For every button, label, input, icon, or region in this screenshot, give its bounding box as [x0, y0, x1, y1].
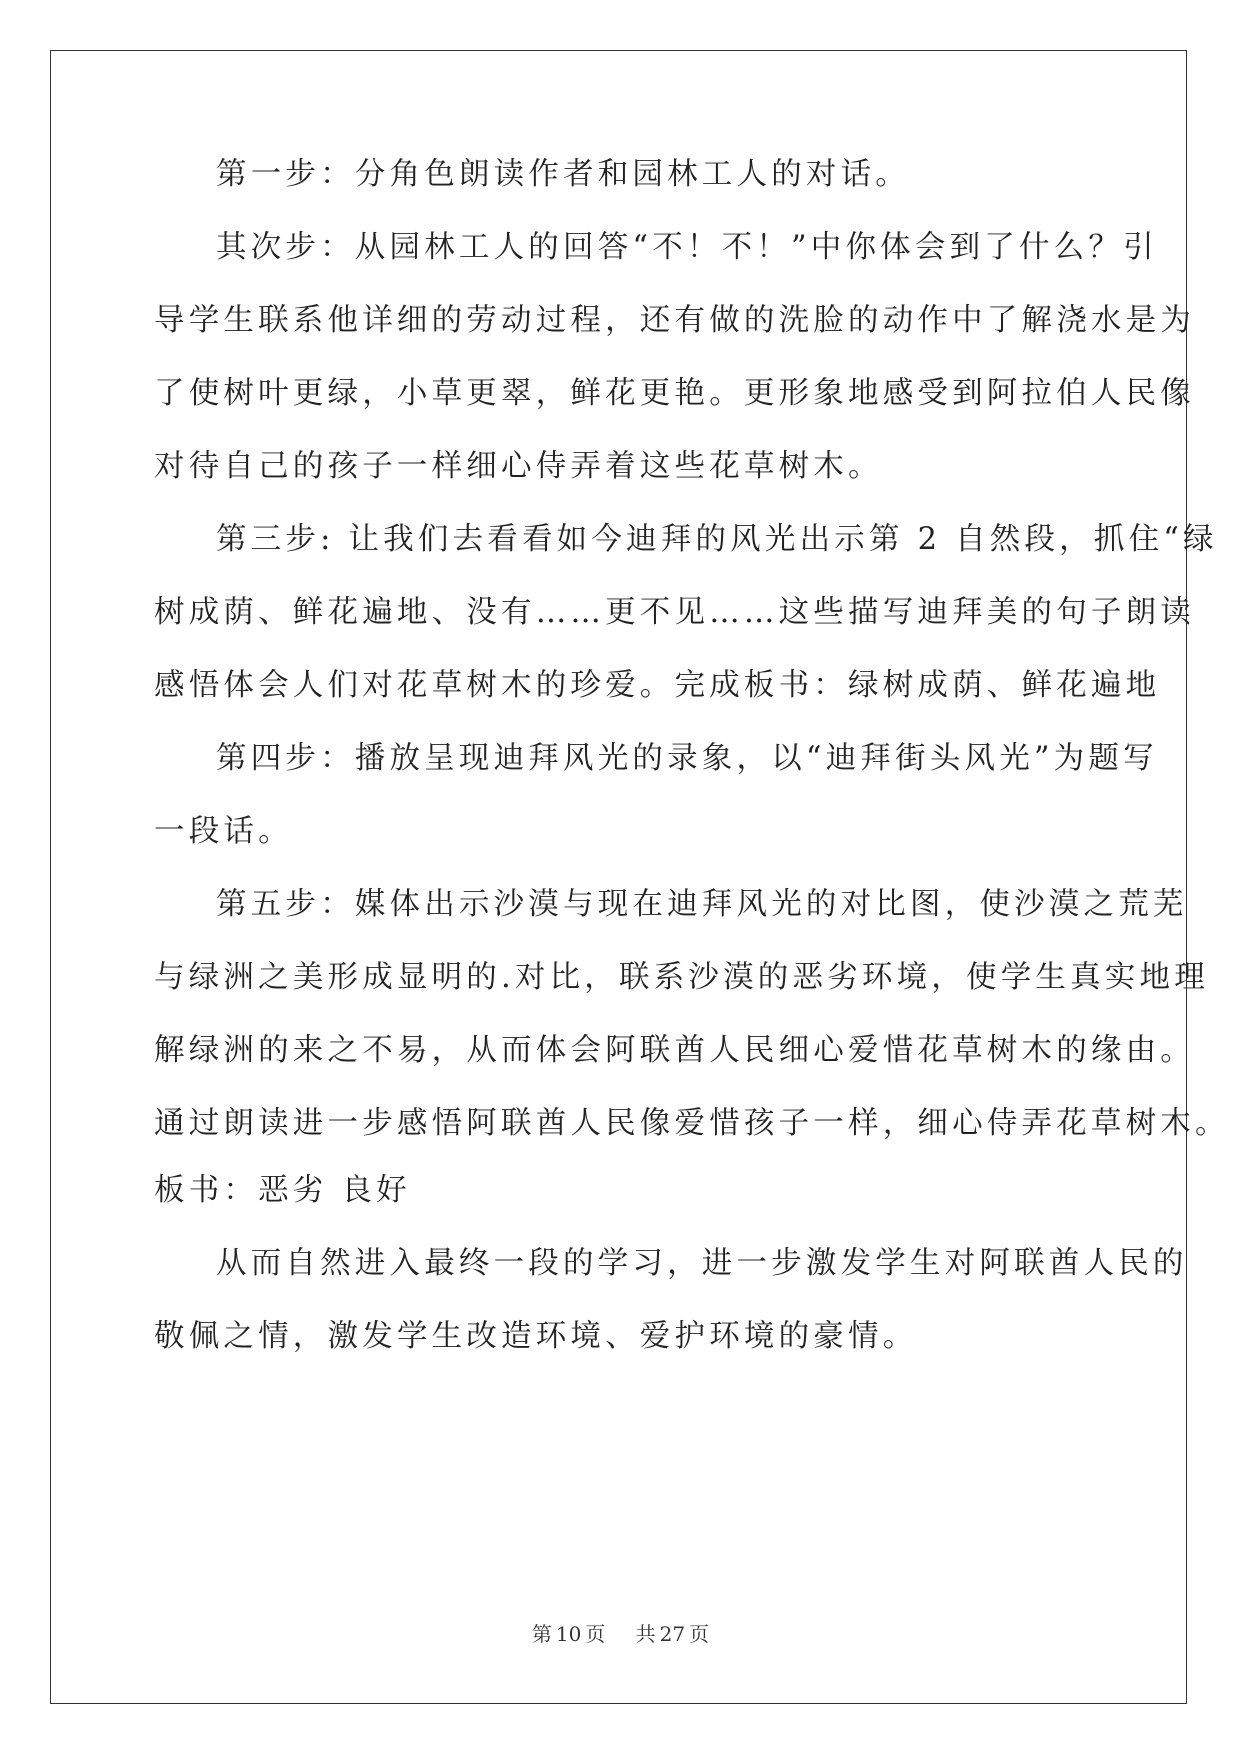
page-border	[50, 50, 1187, 1704]
total-label-suffix: 页	[689, 1622, 710, 1646]
paragraph-line: 了使树叶更绿，小草更翠，鲜花更艳。更形象地感受到阿拉伯人民像	[154, 376, 1195, 411]
paragraph-line: 解绿洲的来之不易，从而体会阿联酋人民细心爱惜花草树木的缘由。	[154, 1033, 1195, 1068]
page-label-suffix: 页	[585, 1622, 606, 1646]
page-label-prefix: 第	[531, 1622, 552, 1646]
page-number: 10	[555, 1622, 582, 1646]
total-label-prefix: 共	[635, 1622, 656, 1646]
paragraph-line: 感悟体会人们对花草树木的珍爱。完成板书：绿树成荫、鲜花遍地	[154, 668, 1161, 703]
total-pages: 27	[659, 1622, 686, 1646]
paragraph-line: 第一步：分角色朗读作者和园林工人的对话。	[216, 157, 910, 192]
paragraph-line: 一段话。	[154, 814, 293, 849]
paragraph-line: 板书：恶劣 良好	[154, 1173, 411, 1208]
paragraph-line: 树成荫、鲜花遍地、没有……更不见……这些描写迪拜美的句子朗读	[154, 595, 1195, 630]
paragraph-line: 第三步: 让我们去看看如今迪拜的风光出示第 2 自然段，抓住“绿	[216, 522, 1218, 557]
paragraph-line: 其次步：从园林工人的回答“不！不！”中你体会到了什么？引	[216, 230, 1158, 265]
paragraph-line: 从而自然进入最终一段的学习，进一步激发学生对阿联酋人民的	[216, 1246, 1188, 1281]
paragraph-line: 导学生联系他详细的劳动过程，还有做的洗脸的动作中了解浇水是为	[154, 303, 1195, 338]
paragraph-line: 第四步：播放呈现迪拜风光的录象，以“迪拜街头风光”为题写	[216, 741, 1158, 776]
page-footer	[0, 1618, 1241, 1647]
paragraph-line: 对待自己的孩子一样细心侍弄着这些花草树木。	[154, 449, 883, 484]
paragraph-line: 敬佩之情，激发学生改造环境、爱护环境的豪情。	[154, 1319, 918, 1354]
paragraph-line: 与绿洲之美形成显明的.对比，联系沙漠的恶劣环境，使学生真实地理	[154, 960, 1209, 995]
paragraph-line: 第五步：媒体出示沙漠与现在迪拜风光的对比图，使沙漠之荒芜	[216, 887, 1188, 922]
paragraph-line: 通过朗读进一步感悟阿联酋人民像爱惜孩子一样，细心侍弄花草树木。	[154, 1106, 1230, 1141]
